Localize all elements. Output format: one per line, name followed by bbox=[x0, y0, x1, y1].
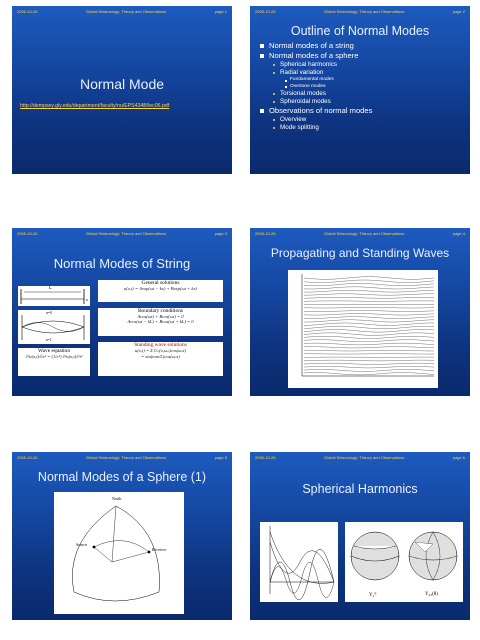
outline-list bbox=[260, 41, 465, 132]
wave-trace bbox=[304, 310, 434, 311]
wave-trace bbox=[304, 373, 434, 375]
wave-trace bbox=[304, 336, 434, 338]
slide-title: Normal Modes of a Sphere (1) bbox=[37, 470, 207, 484]
legendre-plot bbox=[260, 522, 338, 602]
standing-wave-box: Standing wave solutions u(x,t) = Σ Uₙ(x,ωₙ)cos(ωₙt) = sin(nπx/L)cos(ωₙt) bbox=[98, 342, 223, 376]
wave-trace bbox=[304, 326, 434, 329]
wave-plot bbox=[288, 270, 438, 388]
wave-plot-figure bbox=[288, 270, 438, 388]
spherical-harmonic-images bbox=[345, 522, 463, 602]
slide-6 bbox=[250, 452, 470, 620]
sphere-geometry-diagram bbox=[54, 492, 184, 614]
outline-item: Normal modes of a string bbox=[260, 41, 465, 51]
slide-header: 2006-10-26 Global Seismology: Theory and Observations page 6 bbox=[255, 455, 465, 460]
wave-trace bbox=[304, 347, 434, 348]
wave-trace bbox=[304, 287, 434, 289]
slide-2 bbox=[250, 6, 470, 174]
slide-3 bbox=[12, 228, 232, 396]
mode-shapes bbox=[18, 310, 90, 344]
harmonic-spheres-figure bbox=[345, 522, 463, 592]
wave-trace bbox=[304, 320, 434, 322]
slide-header: 2006-10-26 Global Seismology: Theory and Observations page 3 bbox=[17, 231, 227, 236]
slide-1 bbox=[12, 6, 232, 174]
outline-item: Normal modes of a sphere bbox=[260, 51, 465, 61]
source-label: Source bbox=[76, 542, 88, 547]
wave-trace bbox=[304, 277, 434, 280]
outline-item: Overview bbox=[260, 116, 465, 124]
wave-trace bbox=[304, 294, 434, 295]
slide-header: 2006-10-26 Global Seismology: Theory and Observations page 5 bbox=[17, 455, 227, 460]
receiver-label: Receiver bbox=[152, 547, 167, 552]
string-diagram bbox=[18, 286, 90, 306]
slide-header: 2006-10-26 Global Seismology: Theory and Observations page 1 bbox=[17, 9, 227, 14]
slide-5 bbox=[12, 452, 232, 620]
outline-item: Fundamental modes bbox=[260, 77, 465, 84]
outline-item: Overtone modes bbox=[260, 84, 465, 91]
wave-trace bbox=[304, 290, 434, 292]
slide-title: Outline of Normal Modes bbox=[290, 24, 430, 38]
wave-trace bbox=[304, 350, 434, 351]
mode-label: n=1 bbox=[46, 338, 52, 342]
wave-trace bbox=[304, 307, 434, 308]
slide-4 bbox=[250, 228, 470, 396]
slide-title: Normal Modes of String bbox=[53, 256, 191, 271]
slide-header: 2006-10-26 Global Seismology: Theory and Observations page 4 bbox=[255, 231, 465, 236]
x-axis-label: x bbox=[85, 297, 88, 302]
wave-trace bbox=[304, 343, 434, 345]
sphere-caption: Y₄₃(θ) bbox=[425, 592, 438, 597]
mode-label: n=0 bbox=[46, 311, 52, 315]
wave-trace bbox=[304, 283, 434, 285]
length-label: L bbox=[49, 286, 53, 291]
mode-shape-figure bbox=[18, 310, 90, 344]
lecture-link[interactable]: http://dempsey.gly.edu/department/faculty/nu/EPS434B/lec06.pdf bbox=[20, 103, 170, 109]
wave-trace bbox=[304, 369, 434, 371]
general-solution-box: General solutions u(x,t) = Aexp(ωt − kx) + Bexp(ωt + kx) bbox=[98, 280, 223, 302]
wave-trace bbox=[304, 333, 434, 336]
slide-title: Propagating and Standing Waves bbox=[270, 246, 450, 260]
wave-trace bbox=[304, 366, 434, 368]
wave-trace bbox=[304, 297, 434, 298]
wave-trace bbox=[304, 280, 434, 283]
outline-item: Observations of normal modes bbox=[260, 106, 465, 116]
north-label: North bbox=[112, 496, 122, 501]
legendre-plot-figure bbox=[260, 522, 338, 602]
wave-trace bbox=[304, 314, 434, 316]
outline-item: Mode splitting bbox=[260, 124, 465, 132]
outline-item: Radial variation bbox=[260, 69, 465, 77]
wave-trace bbox=[304, 323, 434, 325]
sphere-geometry-figure bbox=[54, 492, 184, 614]
outline-item: Torsional modes bbox=[260, 90, 465, 98]
slide-header: 2006-10-26 Global Seismology: Theory and Observations page 2 bbox=[255, 9, 465, 14]
outline-item: Spheroidal modes bbox=[260, 98, 465, 106]
slide-title: Normal Mode bbox=[79, 76, 165, 92]
wave-trace bbox=[304, 340, 434, 342]
wave-trace bbox=[304, 360, 434, 361]
wave-trace bbox=[304, 330, 434, 333]
wave-trace bbox=[304, 317, 434, 319]
wave-trace bbox=[304, 363, 434, 364]
outline-item: Spherical harmonics bbox=[260, 61, 465, 69]
boundary-box: Boundary conditions Acos(ωt) + Bcos(ωt) = 0 Acos(ωt − kL) + Bcos(ωt + kL) = 0 bbox=[98, 308, 223, 336]
wave-equation-box: Wave equation ∂²u(x,t)/∂x² = (1/c²) ∂²u(x,t)/∂t² bbox=[18, 348, 90, 376]
string-figure bbox=[18, 286, 90, 306]
slide-title: Spherical Harmonics bbox=[302, 482, 418, 496]
sphere-caption: Y₂⁰ bbox=[369, 593, 377, 598]
